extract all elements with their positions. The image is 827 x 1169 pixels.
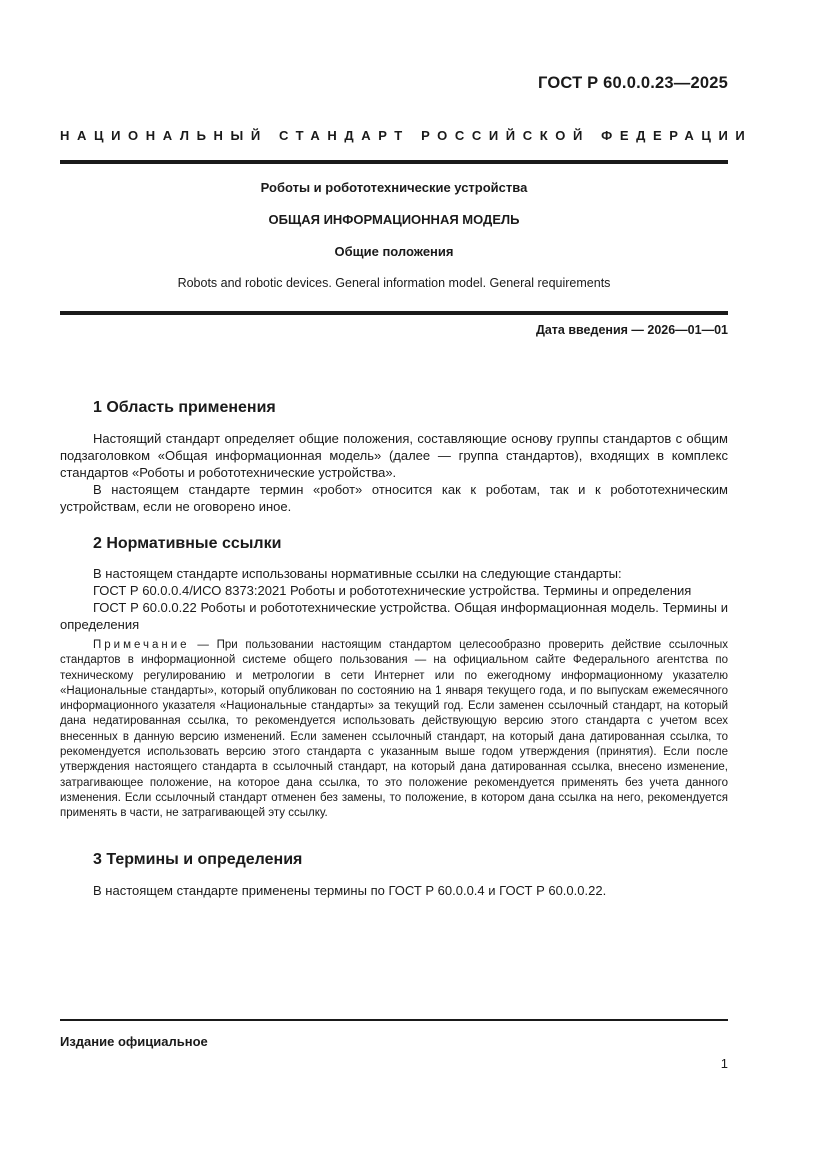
top-divider [60,160,728,164]
section-2-heading: 2 Нормативные ссылки [93,535,282,552]
note-text: — При пользовании настоящим стандартом целесообразно проверить действие ссылочных стандартов в информационной системе общего пользования — на официальном сайте Федерального агентства по техническому регулированию и метрологии в сети Интернет или по ежегодному информационному указателю «Национальные стандарты», который опубликован по состоянию на 1 января текущего года, и по выпускам ежемесячного информационного указателя «Национальные стандарты» за текущий год. Если заменен ссылочный стандарт, на который дана недатированная ссылка, то рекомендуется использовать действующую версию этого стандарта с учетом всех внесенных в данную версию изменений. Если заменен ссылочный стандарт, на который дана датированная ссылка, то рекомендуется использовать версию этого стандарта с указанным выше годом утверждения (принятия). Если после утверждения настоящего стандарта в ссылочный стандарт, на который дана датированная ссылка, внесено изменение, затрагивающее положение, на которое дана ссылка, то это положение рекомендуется применять без учета данного изменения. Если ссылочный стандарт отменен без замены, то положение, в котором дана ссылка на него, рекомендуется применять в части, не затрагивающей эту ссылку. [60,639,728,820]
reference-item: ГОСТ Р 60.0.0.4/ИСО 8373:2021 Роботы и робототехнические устройства. Термины и определения [93,583,692,598]
section-1-paragraph-1: Настоящий стандарт определяет общие положения, составляющие основу группы стандартов с общим подзаголовком «Общая информационная модель» (далее — группа стандартов), входящих в комплекс стандартов «Роботы и робототехнические устройства». [60,431,728,480]
section-1-body [60,430,728,515]
reference-item: ГОСТ Р 60.0.0.22 Роботы и робототехнические устройства. Общая информационная модель. Термины и определения [60,600,728,632]
section-3-heading: 3 Термины и определения [93,851,303,868]
section-1-heading: 1 Область применения [93,399,276,416]
title-english: Robots and robotic devices. General information model. General requirements [177,276,611,290]
title-main: ОБЩАЯ ИНФОРМАЦИОННАЯ МОДЕЛЬ [268,212,520,227]
edition-label: Издание официальное [60,1034,208,1049]
national-standard-banner: НАЦИОНАЛЬНЫЙ СТАНДАРТ РОССИЙСКОЙ ФЕДЕРАЦИИ [60,128,753,143]
section-3-paragraph-1: В настоящем стандарте применены термины по ГОСТ Р 60.0.0.4 и ГОСТ Р 60.0.0.22. [93,883,607,898]
section-3-body [60,882,728,899]
section-2-references [60,565,728,633]
introduction-date: Дата введения — 2026—01—01 [535,323,728,337]
document-number: ГОСТ Р 60.0.0.23—2025 [538,74,728,92]
section-1-paragraph-2: В настоящем стандарте термин «робот» относится как к роботам, так и к робототехническим устройствам, если не оговорено иное. [60,482,728,514]
title-sub: Общие положения [334,244,454,259]
footer-divider [60,1019,728,1021]
references-intro: В настоящем стандарте использованы нормативные ссылки на следующие стандарты: [93,566,622,581]
note-label: Примечание [93,639,190,651]
page-number: 1 [720,1056,728,1071]
title-divider [60,311,728,315]
references-note [60,638,728,822]
title-group: Роботы и робототехнические устройства [260,180,528,195]
